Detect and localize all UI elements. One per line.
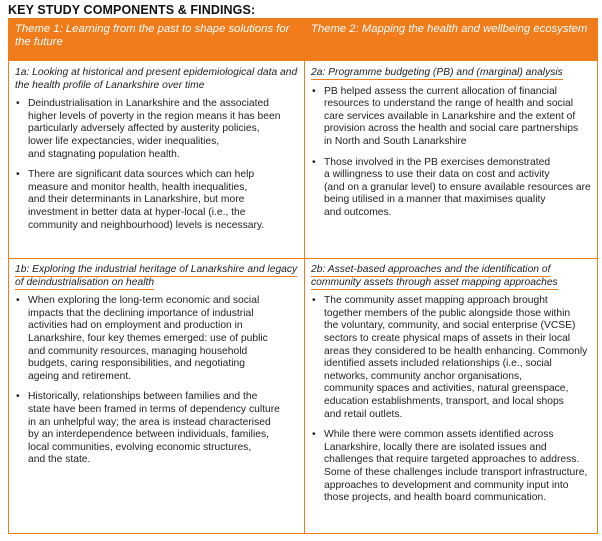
theme-2-header: Theme 2: Mapping the health and wellbeing ecosystem (311, 23, 588, 35)
bullet-icon: • (16, 391, 20, 403)
bullet-icon: • (312, 156, 316, 168)
cell-1a (15, 67, 298, 240)
row-divider (9, 258, 597, 259)
page-heading: KEY STUDY COMPONENTS & FINDINGS: (8, 3, 256, 17)
bullet-icon: • (312, 85, 316, 97)
cell-2b-title: 2b: Asset-based approaches and the identification of community assets through asset mapping approaches (311, 264, 558, 288)
cell-2b (311, 264, 593, 513)
theme-header-row (9, 19, 597, 61)
list-item: • Those involved in the PB exercises demonstrated a willingness to use their data on cost and activity (and on a granular level) to ensure available resources are being utilised in a manner that maximises quality and outcomes. (312, 156, 591, 218)
list-item: • When exploring the long-term economic and social impacts that the declining importance of industrial activities had on employment and production in Lanarkshire, four key themes emerged: use of public and community resources, managing household budgets, caring responsibilities, and negotiating ageing and retirement. (16, 295, 268, 382)
column-divider (304, 19, 305, 533)
list-item: • PB helped assess the current allocation of financial resources to understand the range of health and social care services available in Lanarkshire and the extent of provision across the health and social care partnerships in North and South Lanarkshire (312, 85, 579, 147)
list-item: • While there were common assets identified across Lanarkshire, locally there are isolated issues and challenges that require targeted approaches to address. Some of these challenges include transport infrastructure, approaches to development and community input into those projects, and health board communication. (312, 429, 588, 504)
bullet-icon: • (16, 98, 20, 110)
list-item: • Historically, relationships between families and the state have been framed in terms of dependency culture in an unhelpful way; the area is instead characterised by an interdependence between individuals, families, local communities, evolving economic structures, and the state. (16, 391, 280, 466)
cell-1b (15, 264, 298, 475)
theme-1-header: Theme 1: Learning from the past to shape solutions for the future (15, 23, 290, 48)
list-item: • The community asset mapping approach brought together members of the public alongside those within the voluntary, community, and social enterprise (VCSE) sectors to create physical maps of assets in their local areas they considered to be health enhancing. Commonly identified assets included relationships (i.e., social networks, community anchor organisations, community spaces and activities, natural greenspace, education establishments, transport, and local shops and retail outlets. (312, 295, 588, 420)
findings-table (8, 18, 598, 534)
cell-1b-title: 1b: Exploring the industrial heritage of Lanarkshire and legacy of deindustrialisation on health (15, 264, 298, 288)
bullet-icon: • (16, 169, 20, 181)
bullet-icon: • (16, 295, 20, 307)
cell-2a (311, 67, 593, 228)
cell-2a-title: 2a: Programme budgeting (PB) and (marginal) analysis (311, 67, 563, 78)
list-item: • There are significant data sources which can help measure and monitor health, health inequalities, and their determinants in Lanarkshire, but more investment in better data at hyper-local (i.e., the community and neighbourhood) levels is necessary. (16, 169, 265, 231)
bullet-icon: • (312, 429, 316, 441)
list-item: • Deindustrialisation in Lanarkshire and the associated higher levels of poverty in the region means it has been particularly adversely affected by austerity policies, lower life expectancies, wider inequalities, and stagnating population health. (16, 98, 281, 160)
cell-1a-title: 1a: Looking at historical and present epidemiological data and the health profile of Lanarkshire over time (15, 67, 298, 91)
bullet-icon: • (312, 295, 316, 307)
